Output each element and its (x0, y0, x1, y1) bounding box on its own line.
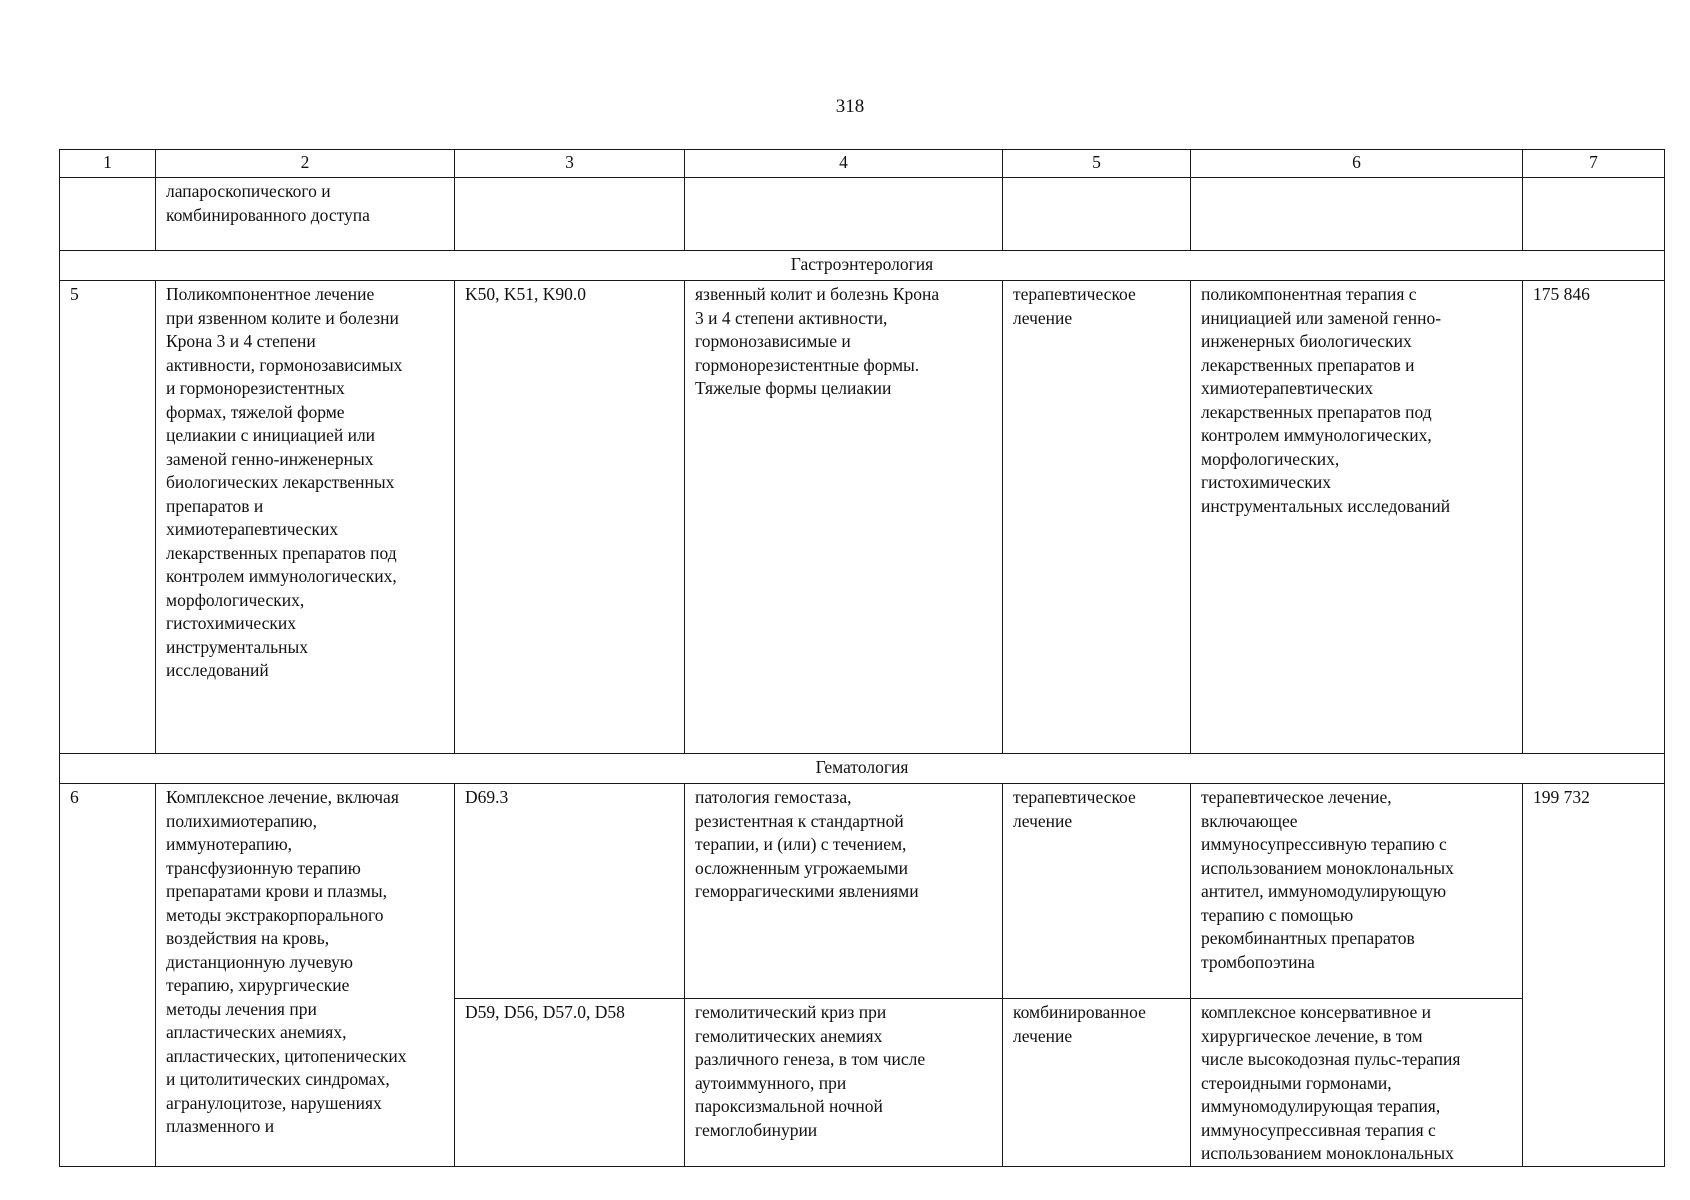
cell-num: 6 (60, 784, 156, 1167)
cell-method (1191, 281, 1523, 754)
cell-codes: D59, D56, D57.0, D58 (455, 999, 685, 1167)
cell-treatment (156, 178, 455, 251)
section-title: Гастроэнтерология (60, 251, 1665, 281)
text-line: агранулоцитозе, нарушениях (166, 1092, 382, 1113)
cell-cost (1523, 178, 1665, 251)
cell-codes: K50, K51, K90.0 (455, 281, 685, 754)
text-line: пароксизмальной ночной (695, 1096, 883, 1116)
column-header: 7 (1523, 150, 1665, 178)
cell-cost: 199 732 (1523, 784, 1665, 1167)
text-line: инструментальных исследований (1201, 495, 1451, 516)
page-number: 318 (835, 96, 865, 117)
cell-treatment (156, 281, 455, 754)
text-line: иммуномодулирующая терапия, (1201, 1096, 1441, 1116)
text-line: контролем иммунологических, (1201, 425, 1432, 445)
cell-treatment (156, 784, 455, 1167)
text-line: антител, иммуномодулирующую (1201, 881, 1447, 901)
text-line: и цитолитических синдромах, (166, 1069, 390, 1089)
cell-type (1003, 281, 1191, 754)
text-line: рекомбинантных препаратов (1201, 928, 1415, 948)
column-header: 6 (1191, 150, 1523, 178)
cell-diagnosis (685, 178, 1003, 251)
text-line: различного генеза, в том числе (695, 1049, 926, 1069)
text-line: дистанционную лучевую (166, 951, 353, 972)
table-row (60, 281, 1665, 754)
column-header: 5 (1003, 150, 1191, 178)
text-line: полихимиотерапию, (166, 810, 317, 831)
cell-diagnosis (685, 999, 1003, 1167)
text-line: терапию с помощью (1201, 904, 1354, 925)
text-line: гемолитический криз при (695, 1002, 887, 1022)
table-row-continuation (60, 178, 1665, 251)
text-line: осложненным угрожаемыми (695, 857, 909, 878)
text-line: формах, тяжелой форме (166, 401, 345, 422)
text-line: плазменного и (166, 1116, 275, 1136)
text-line: апластических анемиях, (166, 1022, 347, 1042)
table-row (60, 784, 1665, 999)
text-line: комбинированное (1013, 1002, 1146, 1022)
text-line: трансфузионную терапию (166, 857, 361, 878)
text-line: препаратов и (166, 495, 264, 516)
text-line: терапию, хирургические (166, 975, 350, 995)
text-line: поликомпонентная терапия с (1201, 284, 1417, 304)
text-line: гистохимических (1201, 472, 1331, 492)
text-line: заменой генно-инженерных (166, 448, 374, 469)
text-line: и гормонорезистентных (166, 378, 345, 398)
text-line: целиакии с инициацией или (166, 425, 376, 445)
table-header-row (60, 150, 1665, 178)
text-line: иммуносупрессивная терапия с (1201, 1119, 1436, 1140)
text-line: 3 и 4 степени активности, (695, 307, 888, 328)
text-line: комплексное консервативное и (1201, 1002, 1431, 1022)
text-line: геморрагическими явлениями (695, 881, 919, 901)
text-line: Крона 3 и 4 степени (166, 331, 316, 351)
text-line: при язвенном колите и болезни (166, 307, 399, 328)
text-line: гемолитических анемиях (695, 1025, 883, 1046)
text-line: апластических, цитопенических (166, 1045, 407, 1066)
text-line: исследований (166, 660, 269, 680)
text-line: препаратами крови и плазмы, (166, 881, 388, 901)
text-line: методы экстракорпорального (166, 904, 384, 925)
text-line: терапевтическое лечение, (1201, 787, 1392, 807)
text-line: гистохимических (166, 613, 296, 633)
text-line: комбинированного доступа (166, 204, 370, 225)
text-line: стероидными гормонами, (1201, 1072, 1392, 1093)
cell-type (1003, 784, 1191, 999)
text-line: инициацией или заменой генно- (1201, 307, 1442, 328)
text-line: лечение (1013, 810, 1073, 831)
column-header: 2 (156, 150, 455, 178)
cell-type (1003, 178, 1191, 251)
text-line: язвенный колит и болезнь Крона (695, 284, 940, 304)
text-line: терапевтическое (1013, 284, 1136, 304)
text-line: гормонозависимые и (695, 331, 851, 351)
cell-num (60, 178, 156, 251)
cell-diagnosis (685, 281, 1003, 754)
section-row-hematology (60, 754, 1665, 784)
column-header: 1 (60, 150, 156, 178)
cell-method (1191, 784, 1523, 999)
text-line: химиотерапевтических (1201, 378, 1374, 398)
text-line: терапии, и (или) с течением, (695, 834, 907, 854)
section-row-gastroenterology (60, 251, 1665, 281)
text-line: лекарственных препаратов и (1201, 354, 1415, 375)
text-line: использованием моноклональных (1201, 1143, 1454, 1163)
cell-method (1191, 178, 1523, 251)
text-line: аутоиммунного, при (695, 1072, 847, 1093)
cell-codes: D69.3 (455, 784, 685, 999)
text-line: лапароскопического и (166, 181, 331, 201)
text-line: лечение (1013, 307, 1073, 328)
cell-codes (455, 178, 685, 251)
text-line: лекарственных препаратов под (166, 542, 397, 563)
text-line: иммуносупрессивную терапию с (1201, 834, 1447, 854)
section-title: Гематология (60, 754, 1665, 784)
text-line: воздействия на кровь, (166, 928, 330, 948)
text-line: терапевтическое (1013, 787, 1136, 807)
text-line: гормонорезистентные формы. (695, 354, 920, 375)
document-table (59, 149, 1665, 1167)
text-line: инженерных биологических (1201, 331, 1412, 351)
text-line: морфологических, (1201, 448, 1340, 469)
text-line: включающее (1201, 810, 1298, 831)
text-line: патология гемостаза, (695, 787, 852, 807)
text-line: резистентная к стандартной (695, 810, 904, 831)
cell-diagnosis (685, 784, 1003, 999)
text-line: Комплексное лечение, включая (166, 787, 399, 807)
text-line: инструментальных (166, 636, 308, 657)
cell-type (1003, 999, 1191, 1167)
column-header: 3 (455, 150, 685, 178)
text-line: морфологических, (166, 589, 305, 610)
text-line: активности, гормонозависимых (166, 354, 403, 375)
text-line: числе высокодозная пульс-терапия (1201, 1049, 1461, 1069)
text-line: Поликомпонентное лечение (166, 284, 375, 304)
cell-cost: 175 846 (1523, 281, 1665, 754)
text-line: хирургическое лечение, в том (1201, 1025, 1423, 1046)
column-header: 4 (685, 150, 1003, 178)
text-line: иммунотерапию, (166, 834, 293, 854)
text-line: лекарственных препаратов под (1201, 401, 1432, 422)
text-line: химиотерапевтических (166, 519, 339, 539)
text-line: биологических лекарственных (166, 472, 395, 492)
cell-num: 5 (60, 281, 156, 754)
text-line: методы лечения при (166, 998, 317, 1019)
text-line: тромбопоэтина (1201, 951, 1315, 972)
cell-method (1191, 999, 1523, 1167)
text-line: использованием моноклональных (1201, 857, 1454, 878)
text-line: лечение (1013, 1025, 1073, 1046)
text-line: Тяжелые формы целиакии (695, 378, 892, 398)
text-line: контролем иммунологических, (166, 566, 397, 586)
text-line: гемоглобинурии (695, 1119, 818, 1140)
